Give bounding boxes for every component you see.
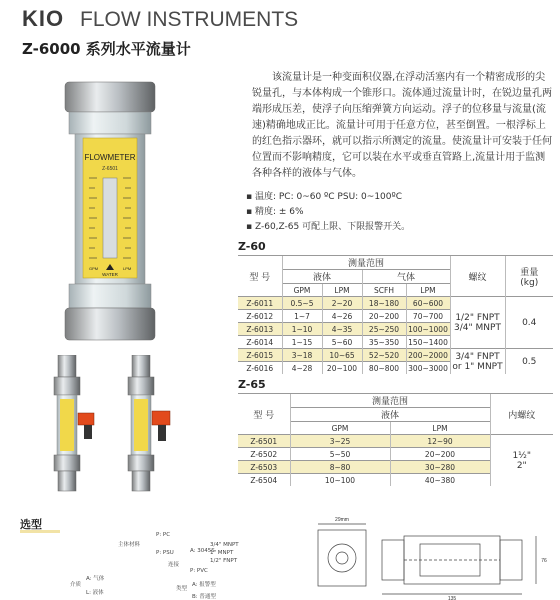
z60-header-weight: 重量 (kg)	[505, 256, 553, 297]
z60-header-range: 测量范围	[282, 256, 450, 270]
spec-bullets	[246, 190, 551, 235]
table-row: Z-6013 1~10 4~35 25~250 100~1000	[238, 323, 553, 336]
flowmeter-variants-image	[40, 355, 190, 505]
z60-table	[238, 255, 553, 374]
z60-header-lpm-gas: LPM	[406, 284, 450, 297]
z65-header-liquid: 液体	[290, 408, 490, 422]
z60-thread-group-2: 3/4" FNPT or 1" MNPT	[450, 349, 505, 375]
label-flowmeter: FLOWMETER	[84, 153, 136, 162]
z65-header-thread: 内螺纹	[490, 394, 553, 435]
z60-header-gas: 气体	[362, 270, 450, 284]
bullet-accuracy: ▪ 精度: ± 6%	[246, 207, 304, 217]
product-description: 该流量计是一种变面积仪器,在浮动活塞内有一个精密成形的尖锐量孔，与本体构成一个锥形口。流体通过流量计时，在锐边量孔两端形成压差，使浮子向压缩弹簧方向运动。浮子的位移量与流量(流速)精确地成正比。流量计可用于任意方位，甚至倒置。一根浮标上的红色指示器环，就可以指示所测定的流量。使流量计可安装于任何位置而不影响精度，它可以装在水平或垂直管路上,流量计用于监测各种各样的液体与气体。	[252, 72, 552, 179]
page-title: Z-6000 系列水平流量计	[22, 40, 191, 58]
z65-header-gpm: GPM	[290, 422, 390, 435]
table-row: Z-6501 3~25 12~90 1½" 2"	[238, 435, 553, 448]
z60-header-thread: 螺纹	[450, 256, 505, 297]
z65-table	[238, 393, 553, 486]
label-lpm: LPM	[123, 266, 132, 271]
z60-header-model: 型 号	[238, 256, 282, 297]
z60-header-scfh: SCFH	[362, 284, 406, 297]
z65-thread-values: 1½" 2"	[490, 435, 553, 487]
z65-header-model: 型 号	[238, 394, 290, 435]
z65-header-range: 测量范围	[290, 394, 490, 408]
selection-title: 选型	[20, 518, 42, 531]
bullet-alarm: ▪ Z-60,Z-65 可配上限、下限报警开关。	[246, 222, 411, 232]
table-row: Z-6504 10~100 40~380	[238, 474, 553, 487]
label-gpm: GPM	[89, 266, 99, 271]
z60-header-gpm: GPM	[282, 284, 322, 297]
bullet-temperature: ▪ 温度: PC: 0~60 ºC PSU: 0~100ºC	[246, 192, 403, 202]
table-row: Z-6014 1~15 5~60 35~350 150~1400	[238, 336, 553, 349]
brand-logo: KIO	[22, 6, 65, 31]
z60-weight-group-2: 0.5	[505, 349, 553, 375]
label-water: WATER	[102, 272, 118, 277]
z60-header-liquid: 液体	[282, 270, 362, 284]
z65-header-lpm: LPM	[390, 422, 490, 435]
table-row: Z-6503 8~80 30~280	[238, 461, 553, 474]
technical-drawing	[300, 510, 555, 600]
brand-name: FLOW INSTRUMENTS	[80, 8, 299, 31]
table-row: Z-6502 5~50 20~200	[238, 448, 553, 461]
dim-width: 29mm	[335, 517, 349, 523]
table-row: Z-6012 1~7 4~26 20~200 70~700	[238, 310, 553, 323]
table-row: Z-6011 0.5~5 2~20 18~180 60~600 1/2" FNPT 3/4" MNPT 0.4	[238, 297, 553, 310]
z60-thread-group-1: 1/2" FNPT 3/4" MNPT	[450, 297, 505, 349]
dim-length: 135	[447, 596, 457, 600]
z65-title: Z-65	[238, 378, 266, 391]
z60-title: Z-60	[238, 240, 266, 253]
dim-height: 76	[541, 558, 547, 564]
table-row: Z-6015 3~18 10~65 52~520 200~2000 3/4" FNPT or 1" MNPT 0.5	[238, 349, 553, 362]
table-row: Z-6016 4~28 20~100 80~800 300~3000	[238, 362, 553, 375]
z60-weight-group-1: 0.4	[505, 297, 553, 349]
label-model: Z-6501	[102, 166, 118, 172]
z60-header-lpm: LPM	[322, 284, 362, 297]
selection-tree: 主体材料 P: PC P: PSU 连接 A: 3045S 3/4" MNPT 1" MNPT 1/2" FNPT P: PVC 介质 A: 气体 L: 液体 类型 A: 报警型 B: 普通型	[70, 532, 239, 600]
flowmeter-product-image	[55, 78, 165, 378]
